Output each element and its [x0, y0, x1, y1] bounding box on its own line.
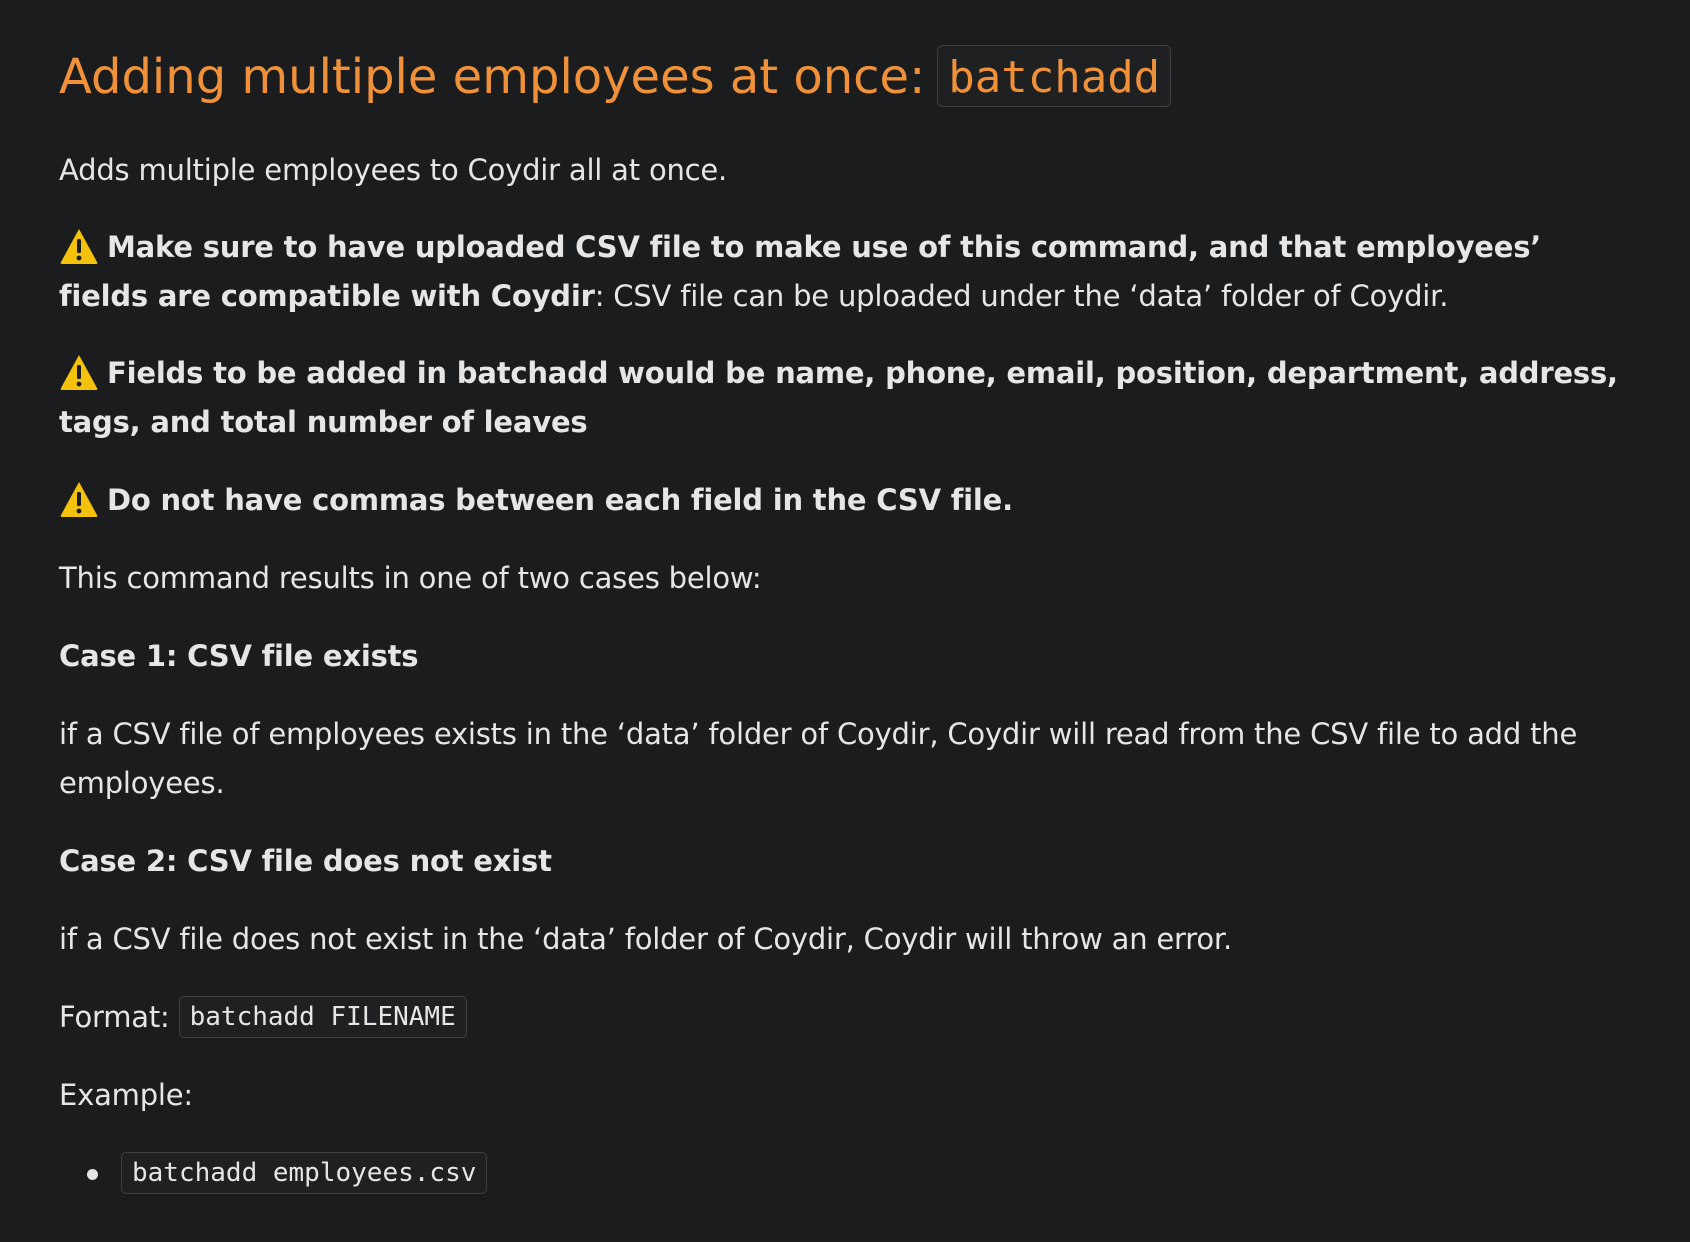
warning-note-commas	[59, 476, 1631, 525]
bullet-icon	[87, 1169, 98, 1180]
warning-icon	[59, 480, 99, 518]
case-2-title: Case 2: CSV file does not exist	[59, 844, 552, 878]
warning-note-csv-upload	[59, 223, 1631, 321]
format-label: Format:	[59, 1000, 170, 1034]
case-1-text: if a CSV file of employees exists in the ‘data’ folder of Coydir, Coydir will read from the CSV file to add the employees.	[59, 717, 1578, 800]
example-code: batchadd employees.csv	[121, 1152, 487, 1194]
warning-note-fields	[59, 349, 1631, 447]
warning-bold-text: Fields to be added in batchadd would be name, phone, email, position, department, address, tags, and total number of leaves	[59, 356, 1618, 439]
case-1-title: Case 1: CSV file exists	[59, 639, 419, 673]
example-list	[59, 1149, 1631, 1198]
warning-bold-text: Do not have commas between each field in the CSV file.	[107, 483, 1013, 517]
section-heading	[59, 42, 1631, 112]
results-intro-text: This command results in one of two cases below:	[59, 561, 762, 595]
heading-command-code: batchadd	[937, 45, 1171, 107]
format-line	[59, 993, 1631, 1042]
intro-text: Adds multiple employees to Coydir all at once.	[59, 153, 728, 187]
warning-rest-text: : CSV file can be uploaded under the ‘data’ folder of Coydir.	[594, 279, 1449, 313]
warning-icon	[59, 227, 99, 265]
format-code: batchadd FILENAME	[179, 996, 467, 1038]
case-2-text: if a CSV file does not exist in the ‘data’ folder of Coydir, Coydir will throw an error.	[59, 922, 1232, 956]
warning-icon	[59, 353, 99, 391]
warning-bold-text: Make sure to have uploaded CSV file to make use of this command, and that employees’ fields are compatible with Coydir	[59, 230, 1542, 313]
example-label: Example:	[59, 1078, 193, 1112]
heading-text: Adding multiple employees at once:	[59, 49, 926, 105]
list-item	[87, 1149, 1631, 1198]
